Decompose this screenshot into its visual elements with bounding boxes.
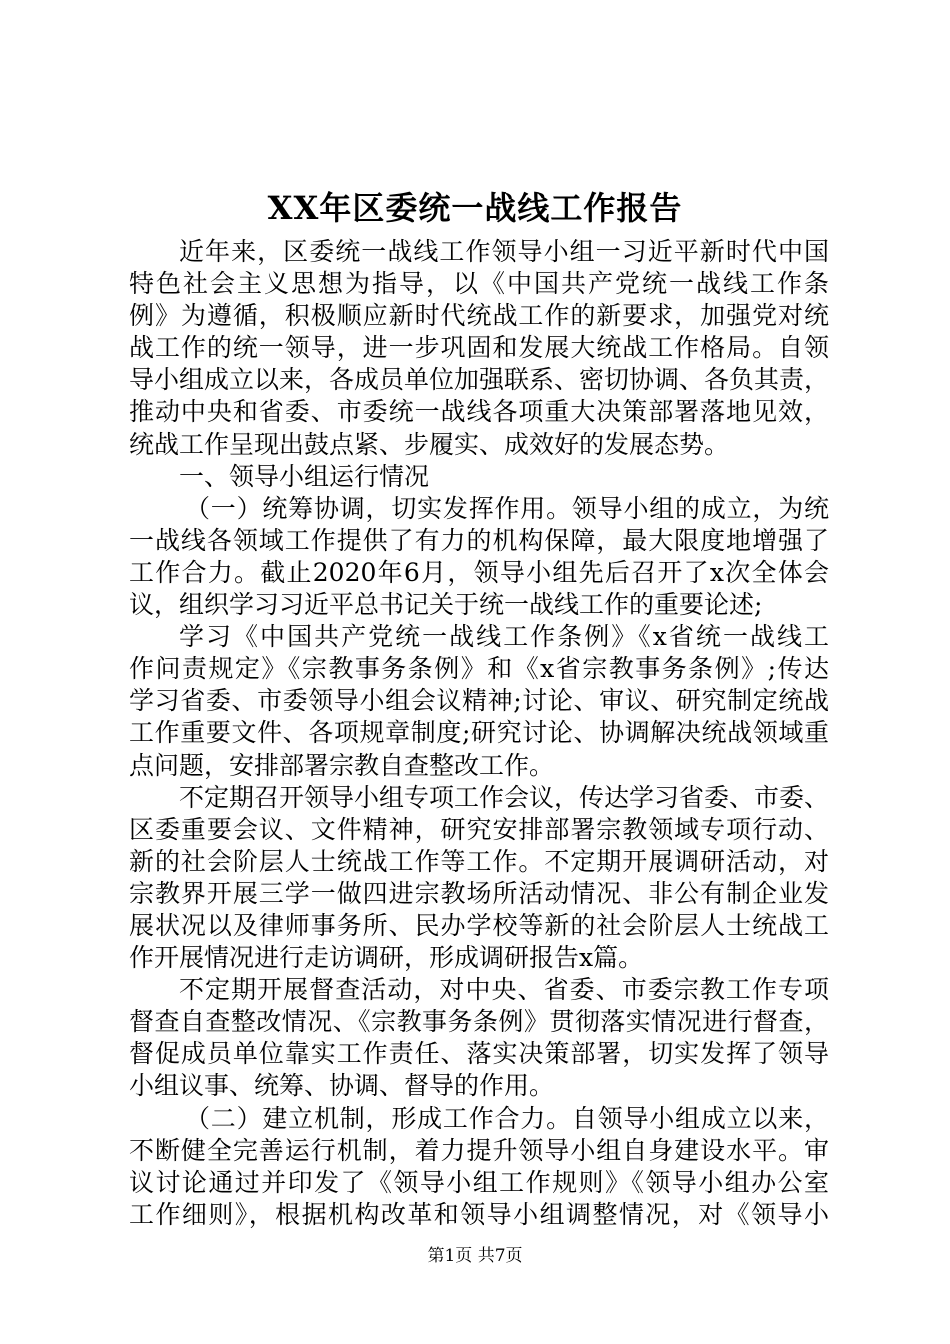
- text-line: 近年来，区委统一战线工作领导小组一习近平新时代中国: [179, 237, 829, 266]
- text-line: 小组议事、统筹、协调、督导的作用。: [129, 1071, 555, 1101]
- text-line: 一战线各领域工作提供了有力的机构保障，最大限度地增强了: [129, 525, 829, 555]
- page-footer: 第1页 共7页: [427, 1246, 523, 1266]
- text-line: 宗教界开展三学一做四进宗教场所活动情况、非公有制企业发: [129, 878, 829, 908]
- text-line: 例》为遵循，积极顺应新时代统战工作的新要求，加强党对统: [129, 301, 829, 331]
- text-line: 作开展情况进行走访调研，形成调研报告x篇。: [129, 943, 644, 973]
- text-line: 工作合力。截止2020年6月，领导小组先后召开了x次全体会: [129, 557, 829, 587]
- text-line: 不定期开展督查活动，对中央、省委、市委宗教工作专项: [179, 975, 829, 1005]
- text-line: 督促成员单位靠实工作责任、落实决策部署，切实发挥了领导: [129, 1039, 829, 1069]
- text-line: 特色社会主义思想为指导，以《中国共产党统一战线工作条: [129, 269, 829, 299]
- document-body: [129, 236, 829, 1231]
- text-line: 不定期召开领导小组专项工作会议，传达学习省委、市委、: [179, 782, 830, 812]
- text-line: 战工作的统一领导，进一步巩固和发展大统战工作格局。自领: [129, 333, 829, 363]
- text-line: 统战工作呈现出鼓点紧、步履实、成效好的发展态势。: [129, 429, 730, 459]
- text-line: 议讨论通过并印发了《领导小组工作规则》《领导小组办公室: [129, 1167, 829, 1197]
- text-line: 展状况以及律师事务所、民办学校等新的社会阶层人士统战工: [129, 910, 829, 940]
- text-line: 工作重要文件、各项规章制度;研究讨论、协调解决统战领域重: [129, 718, 829, 748]
- text-line: 新的社会阶层人士统战工作等工作。不定期开展调研活动，对: [129, 846, 829, 876]
- text-line: 推动中央和省委、市委统一战线各项重大决策部署落地见效，: [129, 397, 829, 427]
- text-line: 议，组织学习习近平总书记关于统一战线工作的重要论述;: [129, 590, 763, 620]
- text-line: （一）统筹协调，切实发挥作用。领导小组的成立，为统: [185, 493, 829, 523]
- document-title: XX年区委统一战线工作报告: [267, 189, 683, 227]
- text-line: 区委重要会议、文件精神，研究安排部署宗教领域专项行动、: [129, 814, 829, 844]
- text-line: 不断健全完善运行机制，着力提升领导小组自身建设水平。审: [129, 1135, 829, 1165]
- text-line: 工作细则》，根据机构改革和领导小组调整情况，对《领导小: [129, 1199, 829, 1229]
- text-line: 一、领导小组运行情况: [179, 461, 430, 491]
- text-line: 导小组成立以来，各成员单位加强联系、密切协调、各负其责，: [129, 365, 830, 395]
- text-line: 学习省委、市委领导小组会议精神;讨论、审议、研究制定统战: [129, 686, 829, 716]
- text-line: 学习《中国共产党统一战线工作条例》《x省统一战线工: [179, 622, 829, 652]
- text-line: （二）建立机制，形成工作合力。自领导小组成立以来，: [185, 1103, 829, 1133]
- text-line: 点问题，安排部署宗教自查整改工作。: [129, 750, 555, 780]
- text-line: 督查自查整改情况、《宗教事务条例》贯彻落实情况进行督查，: [129, 1007, 829, 1037]
- text-line: 作问责规定》《宗教事务条例》和《x省宗教事务条例》;传达: [129, 654, 829, 684]
